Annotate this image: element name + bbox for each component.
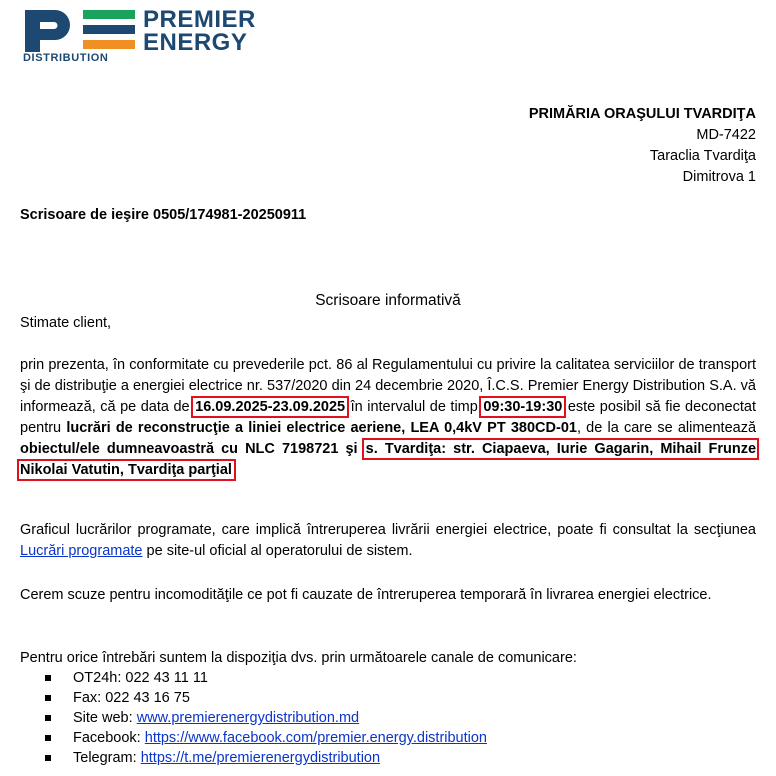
- recipient-street: Dimitrova 1: [682, 169, 756, 185]
- contact-label: Site web:: [73, 710, 133, 726]
- recipient-locality: Taraclia Tvardiţa: [649, 148, 756, 164]
- contact-list: [45, 668, 487, 768]
- works-description: lucrări de reconstrucţie a liniei electrice aeriene, LEA 0,4kV PT 380CD-01: [66, 420, 577, 436]
- highlight-time-range: [482, 399, 563, 415]
- logo-brand-text: [143, 8, 256, 54]
- contact-item-fax: [45, 688, 487, 708]
- highlight-date-range: [194, 399, 346, 415]
- facebook-link[interactable]: https://www.facebook.com/premier.energy.distribution: [144, 730, 488, 746]
- logo-distribution-text: DISTRIBUTION: [23, 52, 109, 64]
- recipient-name: PRIMĂRIA ORAŞULUI TVARDIŢA: [528, 106, 756, 122]
- logo-brand-line1: PREMIER: [143, 6, 256, 33]
- contact-item-ot24h: [45, 668, 487, 688]
- p1-text-c: este posibil să fie deconectat pentru: [20, 399, 756, 436]
- time-range: 09:30-19:30: [483, 399, 563, 415]
- contact-value: 022 43 16 75: [105, 690, 190, 706]
- website-link[interactable]: www.premierenergydistribution.md: [136, 710, 360, 726]
- contact-value: 022 43 11 11: [125, 670, 208, 686]
- schedule-paragraph: [20, 520, 756, 562]
- contact-label: Facebook:: [73, 730, 141, 746]
- objects-description: obiectul/ele dumneavoastră cu NLC 7198721 şi: [20, 441, 358, 457]
- contact-label: Fax:: [73, 690, 102, 706]
- bullet-icon: [45, 735, 51, 741]
- letter-title: Scrisoare informativă: [315, 292, 461, 309]
- p1-text-d: , de la care se alimentează: [576, 420, 757, 436]
- logo-brand-line2: ENERGY: [143, 29, 248, 56]
- scheduled-works-link[interactable]: Lucrări programate: [20, 543, 143, 559]
- bullet-icon: [45, 695, 51, 701]
- telegram-link[interactable]: https://t.me/premierenergydistribution: [140, 750, 381, 766]
- p2-text-b: pe site-ul oficial al operatorului de sistem.: [146, 543, 413, 559]
- p1-text-b: în intervalul de timp: [350, 399, 478, 415]
- greeting: Stimate client,: [20, 315, 112, 331]
- bullet-icon: [45, 715, 51, 721]
- p2-text-a: Graficul lucrărilor programate, care implică întreruperea livrării energiei electrice, poate fi consultat la secţiunea: [20, 522, 756, 538]
- contact-intro: Pentru orice întrebări suntem la dispoziţia dvs. prin următoarele canale de comunicare:: [20, 650, 577, 666]
- date-range: 16.09.2025-23.09.2025: [195, 399, 346, 415]
- apology-paragraph: Cerem scuze pentru incomodităţile ce pot fi cauzate de întreruperea temporară în livrarea energiei electrice.: [20, 587, 712, 603]
- logo-bars-icon: [83, 10, 135, 55]
- contact-label: OT24h:: [73, 670, 122, 686]
- contact-item-website: [45, 708, 487, 728]
- letter-reference: Scrisoare de ieşire 0505/174981-20250911: [20, 207, 307, 223]
- recipient-address: [529, 104, 756, 188]
- p1-text-a: prin prezenta, în conformitate cu prevederile pct. 86 al Regulamentului cu privire la calitatea serviciilor de transport şi de distribuţie a energiei electrice nr. 537/2020 din 24 decembrie 2020, Î.C.S. Premier Energy Distribution S.A. vă informează, că pe data de: [20, 357, 756, 415]
- company-logo: [23, 8, 263, 66]
- contact-label: Telegram:: [73, 750, 137, 766]
- contact-item-facebook: [45, 728, 487, 748]
- p1-end: .: [232, 462, 237, 478]
- logo-p-mark-icon: [23, 8, 79, 52]
- main-paragraph: [20, 355, 756, 481]
- bullet-icon: [45, 675, 51, 681]
- contact-item-telegram: [45, 748, 487, 768]
- recipient-postal-code: MD-7422: [696, 127, 756, 143]
- bullet-icon: [45, 755, 51, 761]
- affected-streets: s. Tvardiţa: str. Ciapaeva, Iurie Gagarin, Mihail Frunze Nikolai Vatutin, Tvardiţa parţial: [20, 441, 757, 478]
